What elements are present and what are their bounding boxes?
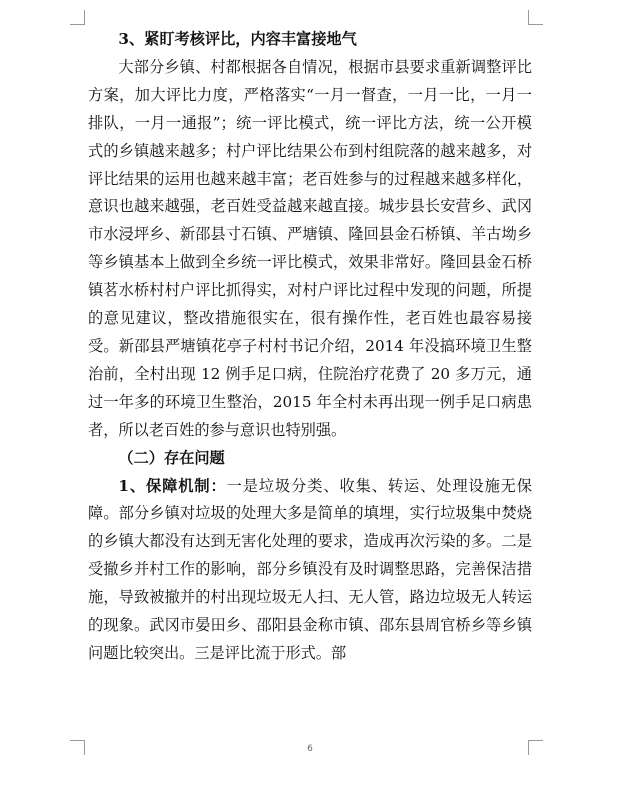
crop-mark-top-left — [70, 10, 85, 25]
body-text — [88, 26, 532, 668]
paragraph-guarantee — [88, 473, 532, 668]
section-heading-problems: （二）存在问题 — [118, 448, 225, 467]
paragraph-body: 一是垃圾分类、收集、转运、处理设施无保障。部分乡镇对垃圾的处理大多是简单的填埋，实行垃圾集中焚烧的乡镇大都没有达到无害化处理的要求，造成再次污染的多。二是受撤乡并村工作的影响，部分乡镇没有及时调整思路，完善保洁措施，导致被撤并的村出现垃圾无人扫、无人管，路边垃圾无人转运的现象。武冈市晏田乡、邵阳县金称市镇、邵东县周官桥乡等乡镇问题比较突出。三是评比流于形式。部 — [88, 476, 532, 662]
paragraph-lead: 1、保障机制： — [118, 476, 227, 495]
paragraph-evaluation: 大部分乡镇、村都根据各自情况，根据市县要求重新调整评比方案，加大评比力度，严格落实“一月一督查，一月一比，一月一排队，一月一通报”；统一评比模式，统一评比方法，统一公开模式的乡镇越来越多；村户评比结果公布到村组院落的越来越多，对评比结果的运用也越来越丰富；老百姓参与的过程越来越多样化，意识也越来越强，老百姓受益越来越直接。城步县长安营乡、武冈市水浸坪乡、新邵县寸石镇、严塘镇、隆回县金石桥镇、羊古坳乡等乡镇基本上做到全乡统一评比模式，效果非常好。隆回县金石桥镇茗水桥村村户评比抓得实，对村户评比过程中发现的问题，所提的意见建议，整改措施很实在，很有操作性，老百姓也最容易接受。新邵县严塘镇花亭子村村书记介绍，2014 年没搞环境卫生整治前，全村出现 12 例手足口病，住院治疗花费了 20 多万元，通过一年多的环境卫生整治，2015 年全村未再出现一例手足口病患者，所以老百姓的参与意识也特别强。 — [88, 57, 532, 439]
crop-mark-top-right — [528, 10, 543, 25]
section-heading: 3、紧盯考核评比，内容丰富接地气 — [118, 30, 357, 48]
page-number: 6 — [307, 744, 313, 754]
